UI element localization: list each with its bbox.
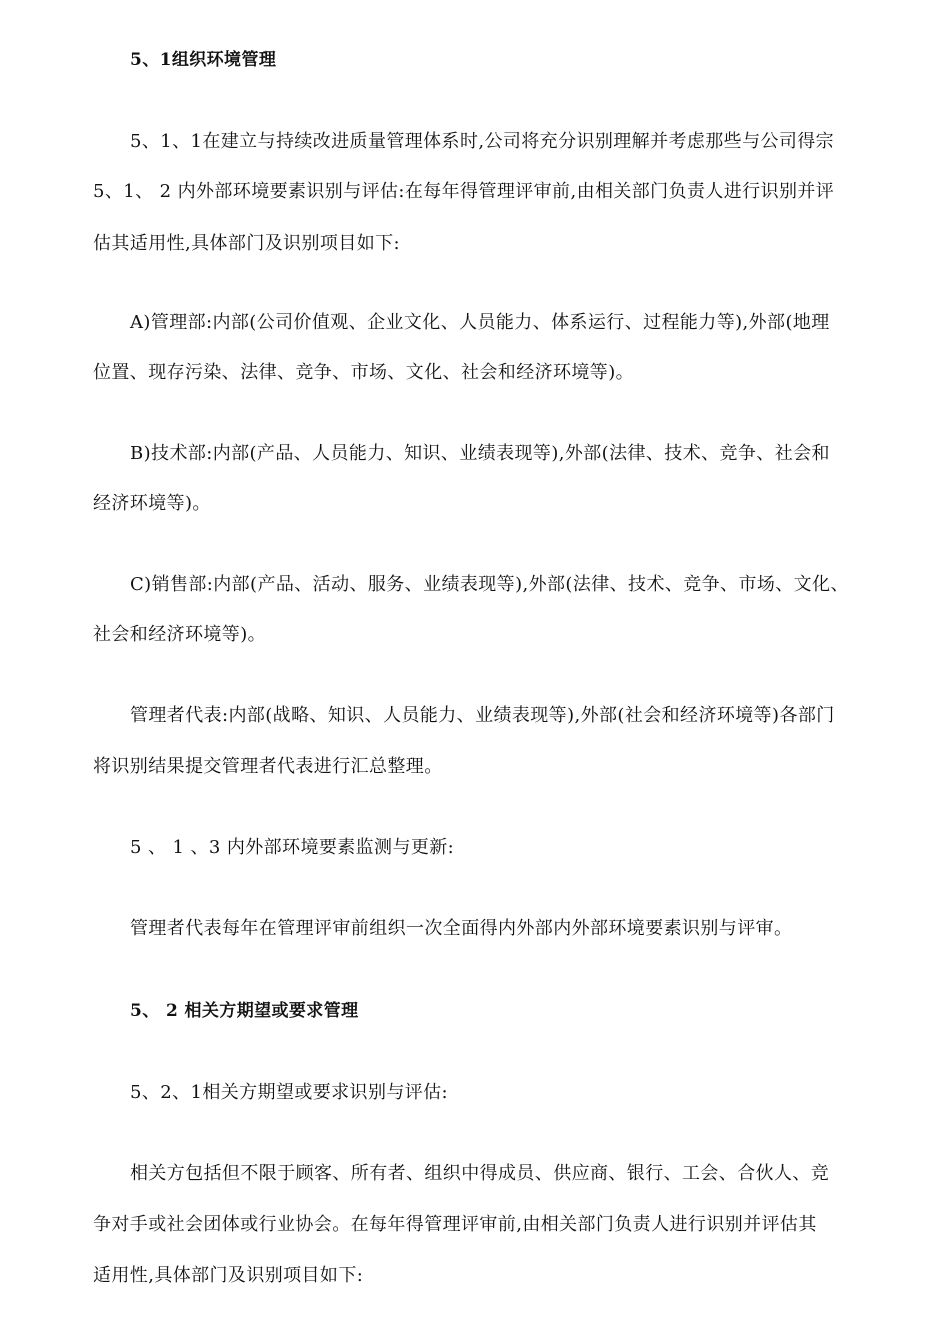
clause-5-1-2-line-2: 估其适用性,具体部门及识别项目如下:: [93, 233, 400, 254]
stakeholder-para-line-2: 争对手或社会团体或行业协会。在每年得管理评审前,由相关部门负责人进行识别并评估其: [93, 1214, 817, 1235]
section-5-2-heading: 5、 2 相关方期望或要求管理: [130, 1001, 359, 1021]
management-rep-line-1: 管理者代表:内部(战略、知识、人员能力、业绩表现等),外部(社会和经济环境等)各部门: [130, 705, 835, 726]
management-rep-line-2: 将识别结果提交管理者代表进行汇总整理。: [93, 756, 443, 777]
clause-5-1-3: 5 、 1 、3 内外部环境要素监测与更新:: [130, 837, 455, 858]
item-b-line-2: 经济环境等)。: [93, 493, 211, 514]
stakeholder-para-line-1: 相关方包括但不限于顾客、所有者、组织中得成员、供应商、银行、工会、合伙人、竞: [130, 1163, 830, 1184]
item-a-line-2: 位置、现存污染、法律、竞争、市场、文化、社会和经济环境等)。: [93, 362, 635, 383]
clause-5-2-1: 5、2、1相关方期望或要求识别与评估:: [130, 1082, 449, 1103]
clause-5-1-1: 5、1、1在建立与持续改进质量管理体系时,公司将充分识别理解并考虑那些与公司得宗: [130, 131, 835, 152]
item-b-line-1: B)技术部:内部(产品、人员能力、知识、业绩表现等),外部(法律、技术、竞争、社会和: [130, 443, 830, 464]
item-c-line-1: C)销售部:内部(产品、活动、服务、业绩表现等),外部(法律、技术、竞争、市场、文化、: [130, 574, 849, 595]
clause-5-1-3-body: 管理者代表每年在管理评审前组织一次全面得内外部内外部环境要素识别与评审。: [130, 918, 793, 939]
section-5-1-heading: 5、1组织环境管理: [130, 50, 277, 70]
stakeholder-para-line-3: 适用性,具体部门及识别项目如下:: [93, 1265, 364, 1286]
clause-5-1-2-line-1: 5、1、 2 内外部环境要素识别与评估:在每年得管理评审前,由相关部门负责人进行识别并评: [93, 181, 835, 202]
item-a-line-1: A)管理部:内部(公司价值观、企业文化、人员能力、体系运行、过程能力等),外部(地理: [130, 312, 830, 333]
item-c-line-2: 社会和经济环境等)。: [93, 624, 267, 645]
